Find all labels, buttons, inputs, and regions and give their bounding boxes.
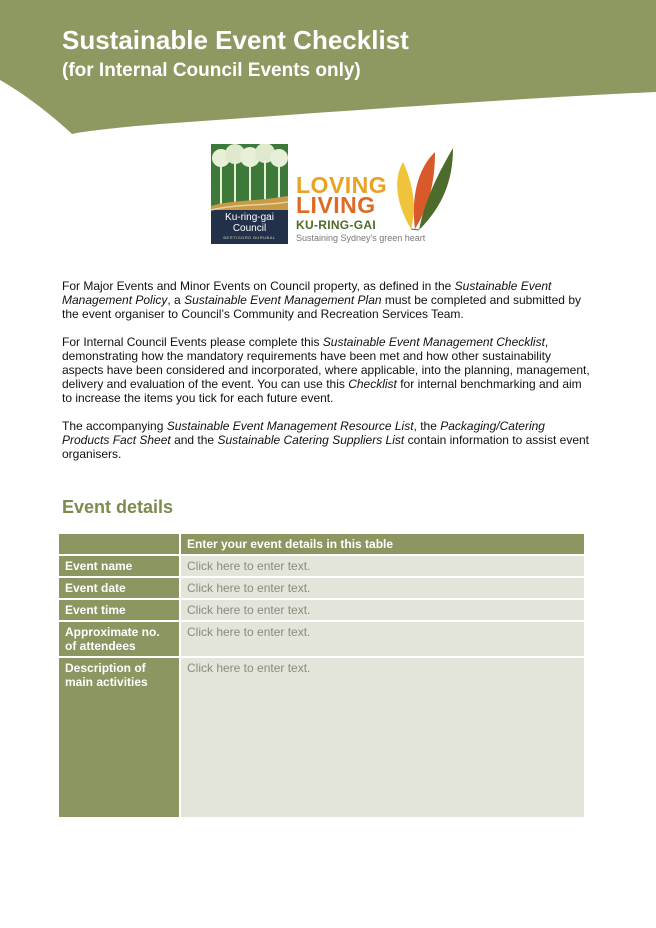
loving-living-logo: [296, 144, 461, 248]
table-header-blank: [58, 533, 180, 555]
living-text: LIVING: [296, 192, 376, 218]
attendees-field[interactable]: Click here to enter text.: [180, 621, 585, 657]
page-subtitle: (for Internal Council Events only): [62, 60, 361, 81]
loving-text: LOVING: [296, 172, 388, 198]
page-title: Sustainable Event Checklist: [62, 25, 409, 55]
council-tagline: BERTIGORD BURUBAL: [223, 235, 276, 240]
gum-leaves-icon: [391, 144, 461, 234]
table-row: [58, 577, 585, 599]
intro-paragraph: The accompanying Sustainable Event Management Resource List, the Packaging/Catering Products Fact Sheet and the Sustainable Catering Suppliers List contain information to assist event organisers.: [62, 418, 589, 462]
event-details-heading: Event details: [62, 497, 174, 517]
table-header-row: [58, 533, 585, 555]
loving-tagline: Sustaining Sydney's green heart: [296, 233, 426, 243]
table-row: [58, 657, 585, 818]
kuringgai-text: KU-RING-GAI: [296, 218, 376, 232]
table-row: [58, 555, 585, 577]
logo-group: [211, 144, 461, 248]
event-time-field[interactable]: Click here to enter text.: [180, 599, 585, 621]
intro-text: [62, 279, 592, 474]
event-name-field[interactable]: Click here to enter text.: [180, 555, 585, 577]
header-banner: [0, 0, 656, 140]
table-row: [58, 599, 585, 621]
event-date-field[interactable]: Click here to enter text.: [180, 577, 585, 599]
intro-paragraph: For Internal Council Events please complete this Sustainable Event Management Checklist, demonstrating how the mandatory requirements have been met and how other sustainability aspects have been considered and incorporated, where applicable, into the planning, management, delivery and evaluation of the event. You can use this Checklist for internal benchmarking and aim to increase the items you tick for each future event.: [62, 334, 590, 406]
event-details-table: [57, 532, 586, 819]
event-time-label: Event time: [58, 599, 180, 621]
council-name: Ku-ring-gai Council: [225, 212, 274, 234]
intro-paragraph: For Major Events and Minor Events on Council property, as defined in the Sustainable Event Management Policy, a Sustainable Event Management Plan must be completed and submitted by the event organiser to Council’s Community and Recreation Services Team.: [62, 279, 581, 322]
event-name-label: Event name: [58, 555, 180, 577]
event-date-label: Event date: [58, 577, 180, 599]
activities-field[interactable]: Click here to enter text.: [180, 657, 585, 818]
activities-label: Description of main activities: [58, 657, 180, 818]
council-logo: [211, 144, 288, 244]
table-row: [58, 621, 585, 657]
table-header: Enter your event details in this table: [180, 533, 585, 555]
attendees-label: Approximate no. of attendees: [58, 621, 180, 657]
